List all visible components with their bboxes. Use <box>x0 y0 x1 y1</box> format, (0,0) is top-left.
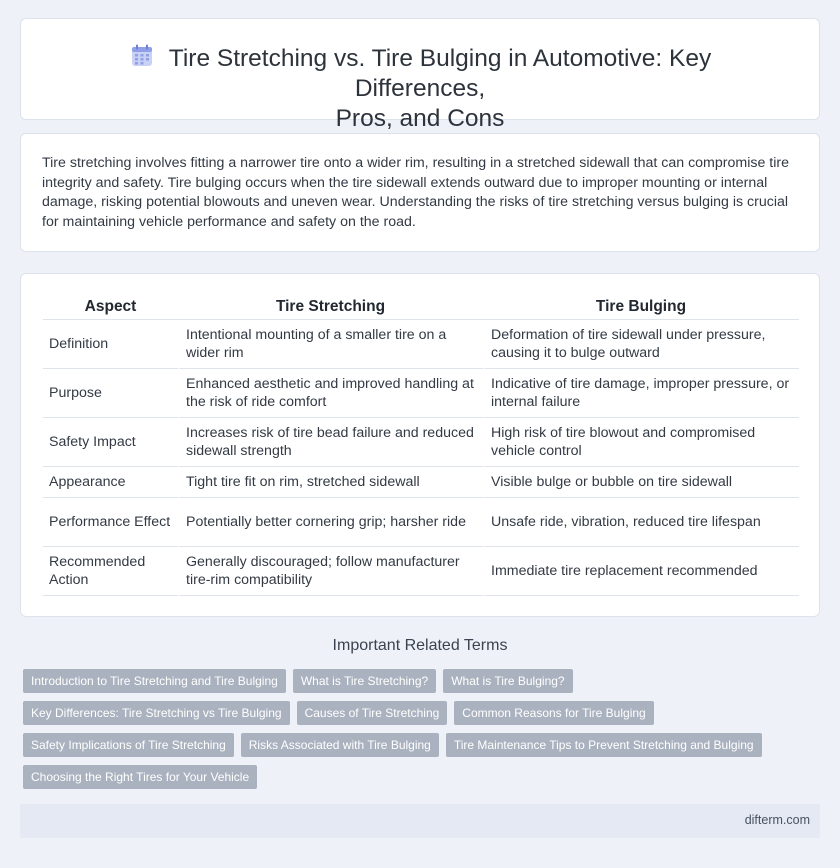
table-row <box>43 498 799 547</box>
row-stretching: Increases risk of tire bead failure and reduced sidewall strength <box>178 418 483 467</box>
header-aspect: Aspect <box>43 296 178 320</box>
header-card <box>20 18 820 132</box>
tag-row <box>23 701 803 725</box>
header-tire-bulging: Tire Bulging <box>483 296 799 320</box>
tag-row <box>23 733 803 757</box>
table-row <box>43 547 799 596</box>
related-term-link[interactable]: Risks Associated with Tire Bulging <box>241 733 439 757</box>
row-stretching: Potentially better cornering grip; harsher ride <box>178 498 483 547</box>
row-aspect: Performance Effect <box>43 498 178 547</box>
title-line-1: Tire Stretching vs. Tire Bulging in Automotive: Key Differences, <box>168 45 712 102</box>
table-row <box>43 320 799 369</box>
related-term-link[interactable]: Key Differences: Tire Stretching vs Tire Bulging <box>23 701 290 725</box>
page-title <box>61 43 779 134</box>
table-row <box>43 418 799 467</box>
table-row <box>43 467 799 498</box>
tag-row <box>23 669 803 693</box>
row-bulging: Visible bulge or bubble on tire sidewall <box>483 467 799 498</box>
row-aspect: Definition <box>43 320 178 369</box>
row-bulging: High risk of tire blowout and compromised vehicle control <box>483 418 799 467</box>
table-header-row <box>43 296 799 320</box>
related-term-link[interactable]: What is Tire Stretching? <box>293 669 436 693</box>
intro-card <box>20 133 820 252</box>
row-bulging: Indicative of tire damage, improper pressure, or internal failure <box>483 369 799 418</box>
calendar-grid-icon <box>129 43 155 69</box>
related-term-link[interactable]: Causes of Tire Stretching <box>297 701 448 725</box>
comparison-table <box>43 296 799 596</box>
footer <box>20 804 820 838</box>
row-bulging: Immediate tire replacement recommended <box>483 547 799 596</box>
footer-site-link[interactable]: difterm.com <box>744 813 810 827</box>
row-aspect: Purpose <box>43 369 178 418</box>
title-line-2: Pros, and Cons <box>335 105 505 132</box>
row-bulging: Deformation of tire sidewall under pressure, causing it to bulge outward <box>483 320 799 369</box>
tag-row <box>23 765 803 789</box>
related-term-link[interactable]: Introduction to Tire Stretching and Tire Bulging <box>23 669 286 693</box>
related-term-link[interactable]: Safety Implications of Tire Stretching <box>23 733 234 757</box>
row-stretching: Enhanced aesthetic and improved handling at the risk of ride comfort <box>178 369 483 418</box>
related-term-link[interactable]: What is Tire Bulging? <box>443 669 572 693</box>
header-tire-stretching: Tire Stretching <box>178 296 483 320</box>
row-stretching: Intentional mounting of a smaller tire on a wider rim <box>178 320 483 369</box>
related-terms-list <box>23 669 803 797</box>
related-term-link[interactable]: Common Reasons for Tire Bulging <box>454 701 653 725</box>
related-term-link[interactable]: Tire Maintenance Tips to Prevent Stretching and Bulging <box>446 733 762 757</box>
row-aspect: Safety Impact <box>43 418 178 467</box>
related-term-link[interactable]: Choosing the Right Tires for Your Vehicle <box>23 765 257 789</box>
row-bulging: Unsafe ride, vibration, reduced tire lifespan <box>483 498 799 547</box>
table-row <box>43 369 799 418</box>
intro-paragraph: Tire stretching involves fitting a narrower tire onto a wider rim, resulting in a stretched sidewall that can compromise tire integrity and safety. Tire bulging occurs when the tire sidewall extends outward due to improper mounting or internal damage, risking potential blowouts and uneven wear. Understanding the risks of tire stretching versus bulging is crucial for maintaining vehicle performance and safety on the road. <box>42 155 789 230</box>
related-terms-heading: Important Related Terms <box>332 637 508 654</box>
row-aspect: Appearance <box>43 467 178 498</box>
row-stretching: Generally discouraged; follow manufacturer tire-rim compatibility <box>178 547 483 596</box>
row-stretching: Tight tire fit on rim, stretched sidewall <box>178 467 483 498</box>
comparison-table-card <box>20 273 820 617</box>
row-aspect: Recommended Action <box>43 547 178 596</box>
